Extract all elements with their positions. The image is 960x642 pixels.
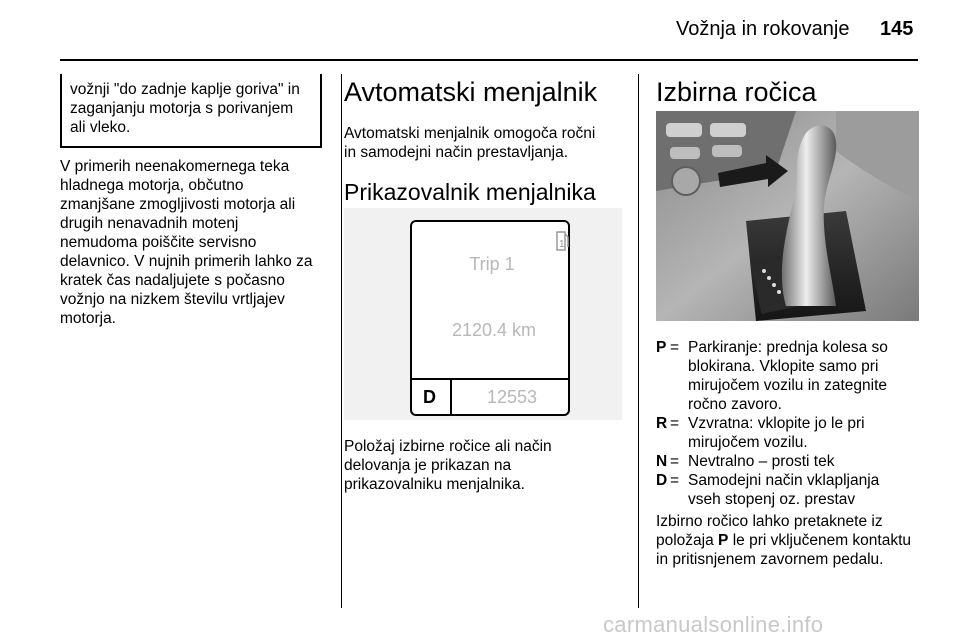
- section-title: Vožnja in rokovanje: [676, 18, 850, 40]
- paragraph-line: kratek čas nadaljujete s počasno: [60, 272, 285, 289]
- paragraph-line: motorja.: [60, 310, 116, 327]
- caption-line: prikazovalniku menjalnika.: [344, 476, 525, 493]
- gear-key: P: [656, 339, 667, 356]
- display-distance: 2120.4 km: [451, 320, 537, 340]
- selector-closing-paragraph: [656, 512, 926, 569]
- gear-description-line: blokirana. Vklopite samo pri: [688, 358, 879, 375]
- gear-item-n: [656, 452, 922, 471]
- gear-description-line: Samodejni način vklapljanja: [688, 472, 880, 489]
- gear-description-line: Nevtralno – prosti tek: [688, 453, 835, 470]
- paragraph-line: hladnega motorja, občutno: [60, 177, 244, 194]
- warning-line: zaganjanju motorja s porivanjem: [70, 100, 294, 117]
- paragraph-line: zmanjšane zmogljivosti motorja ali: [60, 196, 296, 213]
- paragraph-line: nemudoma poiščite servisno: [60, 234, 257, 251]
- column-divider-2: [638, 74, 639, 608]
- caption-line: Položaj izbirne ročice ali način: [344, 438, 552, 455]
- display-caption: [344, 437, 629, 494]
- gear-description-line: ročno zavoro.: [688, 396, 782, 413]
- gear-item-p: [656, 338, 922, 414]
- gear-equals: =: [670, 339, 680, 356]
- gear-equals: =: [670, 415, 680, 432]
- warning-box: [60, 74, 322, 148]
- display-gear-divider: [450, 379, 452, 415]
- intro-line: Avtomatski menjalnik omogoča ročni: [344, 125, 596, 142]
- closing-text: le pri vključenem kontaktu: [728, 532, 912, 549]
- transmission-intro: [344, 124, 629, 162]
- closing-line: [656, 531, 926, 550]
- svg-text:1: 1: [559, 239, 565, 250]
- gear-description-line: Parkiranje: prednja kolesa so: [688, 339, 888, 356]
- paragraph-line: V primerih neenakomernega teka: [60, 158, 290, 175]
- display-divider: [410, 378, 570, 380]
- closing-text: položaja: [656, 532, 719, 549]
- section-heading-selector-lever: Izbirna ročica: [656, 77, 817, 107]
- gear-description: [688, 414, 922, 452]
- gear-description: [688, 471, 922, 509]
- column-divider-1: [341, 74, 342, 608]
- selector-lever-photo: [656, 111, 919, 321]
- engine-paragraph: [60, 157, 335, 328]
- paragraph-line: drugih nenavadnih motenj: [60, 215, 239, 232]
- intro-line: in samodejni način prestavljanja.: [344, 144, 569, 161]
- gear-item-r: [656, 414, 922, 452]
- warning-line: ali vleko.: [70, 119, 131, 136]
- gear-item-d: [656, 471, 922, 509]
- page-number: 145: [880, 18, 914, 40]
- gear-position-list: [656, 338, 922, 509]
- gear-description: [688, 338, 922, 414]
- closing-line: Izbirno ročico lahko pretaknete iz: [656, 513, 883, 530]
- gear-description-line: mirujočem vozilu in zategnite: [688, 377, 888, 394]
- gear-key: R: [656, 415, 668, 432]
- gear-equals: =: [670, 472, 680, 489]
- gear-description-line: Vzvratna: vklopite jo le pri: [688, 415, 865, 432]
- display-trip-label: Trip 1: [469, 254, 515, 274]
- gear-description-line: mirujočem vozilu.: [688, 434, 808, 451]
- gear-description: [688, 452, 922, 471]
- gear-key: N: [656, 453, 668, 470]
- gear-equals: =: [670, 453, 680, 470]
- gear-description-line: vseh stopenj oz. prestav: [688, 491, 856, 508]
- fuel-pump-icon: [555, 230, 569, 252]
- paragraph-line: vožnjo na nizkem številu vrtljajev: [60, 291, 285, 308]
- paragraph-line: delavnico. V nujnih primerih lahko za: [60, 253, 313, 270]
- header-rule: [60, 59, 918, 61]
- display-gear-indicator: D: [423, 387, 436, 407]
- section-heading-automatic-transmission: Avtomatski menjalnik: [344, 77, 598, 107]
- display-odometer: 12553: [486, 387, 538, 407]
- gear-key: D: [656, 472, 668, 489]
- watermark: carmanualsonline.info: [603, 612, 824, 637]
- warning-line: vožnji "do zadnje kaplje goriva" in: [70, 81, 300, 98]
- closing-gear-key: P: [718, 532, 729, 549]
- closing-line: in pritisnjenem zavornem pedalu.: [656, 551, 884, 568]
- subheading-transmission-display: Prikazovalnik menjalnika: [344, 179, 596, 205]
- caption-line: delovanja je prikazan na: [344, 457, 512, 474]
